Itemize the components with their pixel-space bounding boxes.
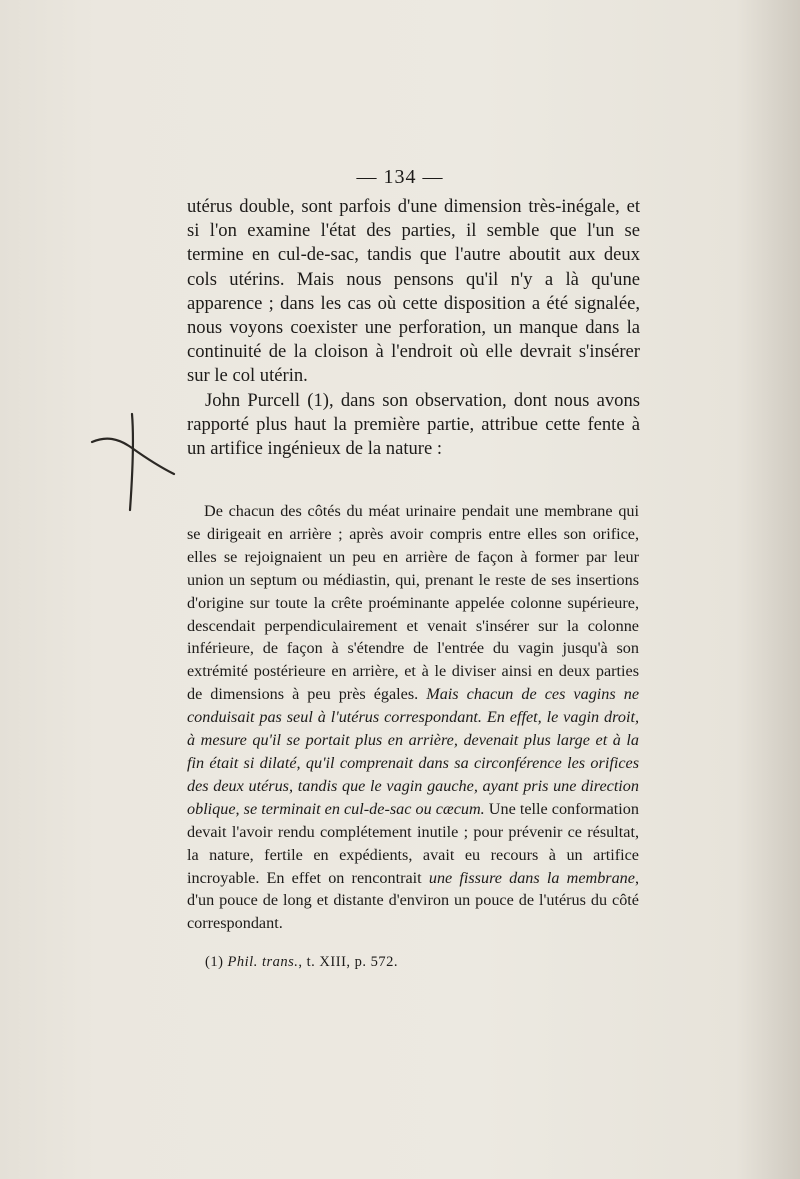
footnote-source: Phil. trans. — [227, 954, 299, 970]
quote-segment-2-italic: Mais chacun de ces vagins ne conduisait pas seul à l'utérus correspondant. En effet, le vagin droit, à mesure qu'il se portait plus en arrière, devenait plus large et à la fin était si dilaté, qu'il comprenait dans sa circonférence les orifices des deux utérus, tandis que le vagin gauche, ayant pris une direction oblique, se terminait en cul-de-sac ou cæcum. — [187, 685, 639, 818]
quoted-passage — [187, 500, 639, 935]
quote-segment-1: De chacun des côtés du méat urinaire pendait une membrane qui se dirigeait en arrière ; après avoir compris entre elles son orifice, elles se rejoignaient un peu en arrière de façon à former par leur union un septum ou médiastin, qui, prenant le reste de ses insertions d'origine sur toute la crête proéminante appelée colonne supérieure, descendait perpendiculairement et venait s'insérer sur la colonne inférieure, de façon à s'étendre de l'entrée du vagin jusqu'à son extrémité postérieure en arrière, et à le diviser ainsi en deux parties de dimensions à peu près égales. — [187, 502, 639, 704]
page-number: — 134 — — [356, 166, 444, 188]
body-paragraph-2: John Purcell (1), dans son observation, dont nous avons rapporté plus haut la première partie, attribue cette fente à un artifice ingénieux de la nature : — [187, 389, 640, 460]
quote-segment-5: , d'un pouce de long et distante d'environ un pouce de l'utérus du côté correspondant. — [187, 868, 640, 933]
footnote-marker: (1) — [205, 954, 228, 970]
body-paragraph-1: utérus double, sont parfois d'une dimension très-inégale, et si l'on examine l'état des parties, il semble que l'un se termine en cul-de-sac, tandis que l'autre aboutit aux deux cols utérins. Mais nous pensons qu'il n'y a là qu'une apparence ; dans les cas où cette disposition a été signalée, nous voyons coexister une perforation, un manque dans la continuité de la cloison à l'endroit où elle devrait s'insérer sur le col utérin. — [187, 196, 640, 387]
quoted-paragraph — [187, 500, 639, 935]
handwritten-cross-mark-icon — [88, 408, 178, 518]
quote-segment-4-italic: une fissure dans la membrane — [428, 868, 635, 887]
footnote-reference: , t. XIII, p. 572. — [298, 954, 399, 970]
quote-segment-3: Une telle conformation devait l'avoir rendu complétement inutile ; pour prévenir ce résultat, la nature, fertile en expédients, avait eu recours à un artifice incroyable. En effet on rencontrait — [187, 799, 639, 887]
footnote — [205, 954, 398, 971]
main-body-text — [187, 195, 640, 461]
